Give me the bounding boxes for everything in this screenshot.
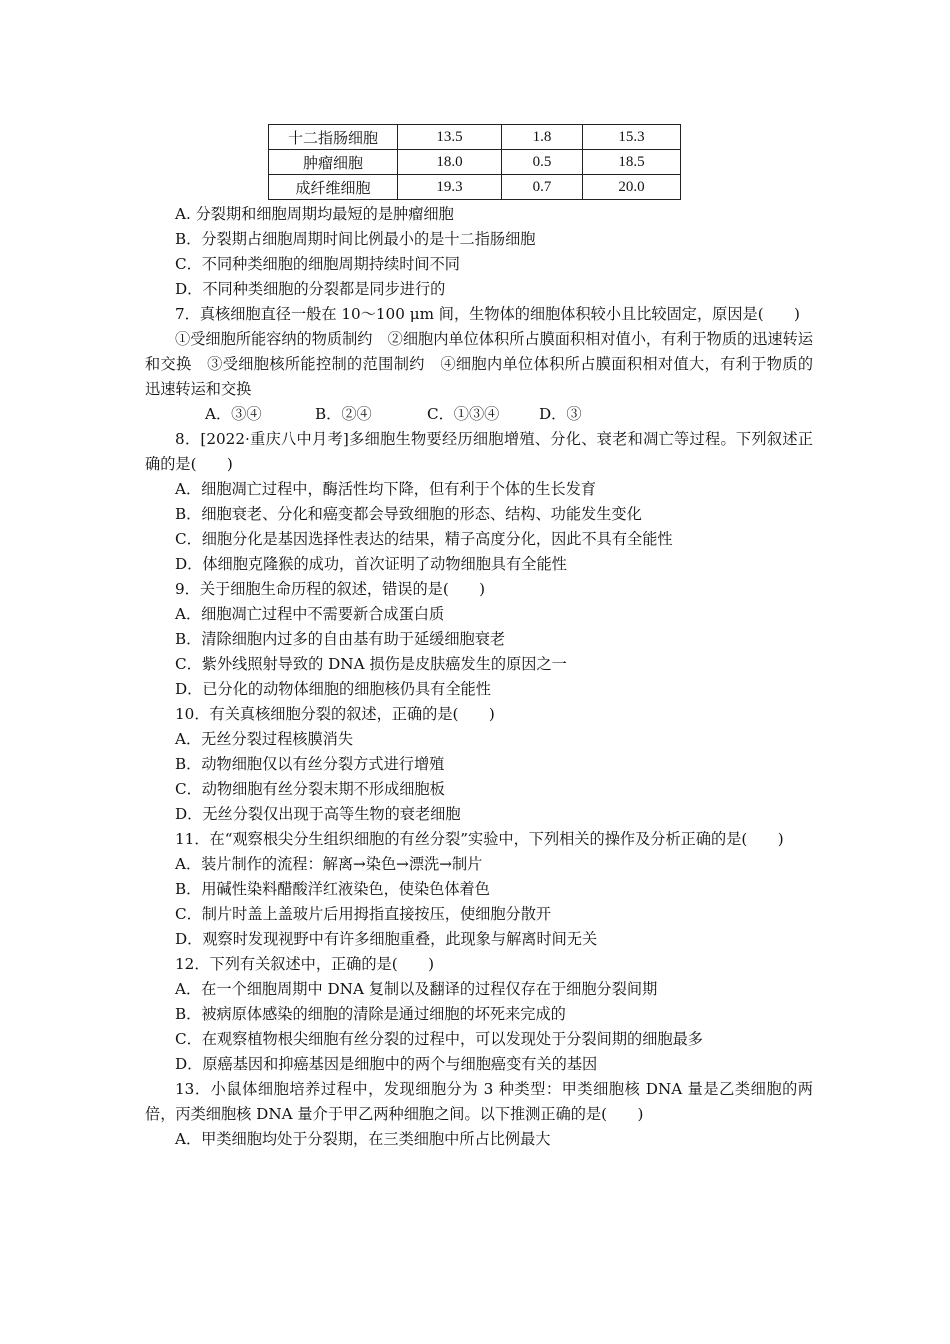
questions-body	[145, 202, 813, 1152]
table-cell: 0.7	[502, 175, 583, 200]
table-cell: 18.0	[398, 150, 502, 175]
q9-option-d: D．已分化的动物体细胞的细胞核仍具有全能性	[175, 680, 491, 698]
q11-option-a: A．装片制作的流程：解离→染色→漂洗→制片	[175, 855, 483, 873]
cell-cycle-table	[268, 124, 681, 200]
q13-stem: 13．小鼠体细胞培养过程中，发现细胞分为 3 种类型：甲类细胞核 DNA 量是乙类细胞的两倍，丙类细胞核 DNA 量介于甲乙两种细胞之间。以下推测正确的是( )	[145, 1080, 813, 1123]
table-cell: 20.0	[583, 175, 681, 200]
q12-option-d: D．原癌基因和抑癌基因是细胞中的两个与细胞癌变有关的基因	[175, 1055, 598, 1073]
q11-option-d: D．观察时发现视野中有许多细胞重叠，此现象与解离时间无关	[175, 930, 598, 948]
table-cell: 18.5	[583, 150, 681, 175]
table-cell: 1.8	[502, 125, 583, 150]
q9-option-b: B．清除细胞内过多的自由基有助于延缓细胞衰老	[175, 630, 506, 648]
q11-option-b: B．用碱性染料醋酸洋红液染色，使染色体着色	[175, 880, 490, 898]
q8-option-c: C．细胞分化是基因选择性表达的结果，精子高度分化，因此不具有全能性	[175, 530, 673, 548]
q7-statements: ①受细胞所能容纳的物质制约 ②细胞内单位体积所占膜面积相对值小，有利于物质的迅速转运和交换 ③受细胞核所能控制的范围制约 ④细胞内单位体积所占膜面积相对值大，有利于物质的迅速转运和交换	[145, 330, 813, 398]
q9-option-a: A．细胞凋亡过程中不需要新合成蛋白质	[175, 605, 445, 623]
table-cell: 15.3	[583, 125, 681, 150]
q9-stem: 9．关于细胞生命历程的叙述，错误的是( )	[175, 580, 486, 598]
table-row	[269, 125, 681, 150]
q8-option-b: B．细胞衰老、分化和癌变都会导致细胞的形态、结构、功能发生变化	[175, 505, 642, 523]
table-row	[269, 175, 681, 200]
q7-option-a: A．③④	[205, 405, 262, 423]
q12-option-c: C．在观察植物根尖细胞有丝分裂的过程中，可以发现处于分裂间期的细胞最多	[175, 1030, 703, 1048]
q8-stem: 8．[2022·重庆八中月考]多细胞生物要经历细胞增殖、分化、衰老和凋亡等过程。下列叙述正确的是( )	[145, 430, 813, 473]
q7-option-b: B．②④	[315, 405, 372, 423]
q8-option-d: D．体细胞克隆猴的成功，首次证明了动物细胞具有全能性	[175, 555, 567, 573]
table-cell: 13.5	[398, 125, 502, 150]
q11-option-c: C．制片时盖上盖玻片后用拇指直接按压，使细胞分散开	[175, 905, 552, 923]
table-cell: 肿瘤细胞	[269, 150, 398, 175]
q6-option-d: D．不同种类细胞的分裂都是同步进行的	[175, 280, 446, 298]
q7-options	[145, 402, 813, 427]
table-row	[269, 150, 681, 175]
q12-stem: 12．下列有关叙述中，正确的是( )	[175, 955, 434, 973]
q7-option-c: C．①③④	[427, 405, 500, 423]
q10-option-b: B．动物细胞仅以有丝分裂方式进行增殖	[175, 755, 445, 773]
q7-option-d: D．③	[539, 405, 582, 423]
q12-option-a: A．在一个细胞周期中 DNA 复制以及翻译的过程仅存在于细胞分裂间期	[175, 980, 658, 998]
table-cell: 成纤维细胞	[269, 175, 398, 200]
q10-option-a: A．无丝分裂过程核膜消失	[175, 730, 354, 748]
q6-option-b: B．分裂期占细胞周期时间比例最小的是十二指肠细胞	[175, 230, 536, 248]
q11-stem: 11．在“观察根尖分生组织细胞的有丝分裂”实验中，下列相关的操作及分析正确的是( )	[175, 830, 784, 848]
q6-option-a: A. 分裂期和细胞周期均最短的是肿瘤细胞	[175, 205, 454, 223]
q10-option-d: D．无丝分裂仅出现于高等生物的衰老细胞	[175, 805, 461, 823]
table-cell: 0.5	[502, 150, 583, 175]
q7-stem: 7．真核细胞直径一般在 10～100 μm 间，生物体的细胞体积较小且比较固定，原因是( )	[175, 305, 800, 323]
table-cell: 19.3	[398, 175, 502, 200]
q6-option-c: C．不同种类细胞的细胞周期持续时间不同	[175, 255, 460, 273]
q9-option-c: C．紫外线照射导致的 DNA 损伤是皮肤癌发生的原因之一	[175, 655, 567, 673]
table-cell: 十二指肠细胞	[269, 125, 398, 150]
q13-option-a: A．甲类细胞均处于分裂期，在三类细胞中所占比例最大	[175, 1130, 551, 1148]
q10-stem: 10．有关真核细胞分裂的叙述，正确的是( )	[175, 705, 495, 723]
q10-option-c: C．动物细胞有丝分裂末期不形成细胞板	[175, 780, 445, 798]
q12-option-b: B．被病原体感染的细胞的清除是通过细胞的坏死来完成的	[175, 1005, 566, 1023]
q8-option-a: A．细胞凋亡过程中，酶活性均下降，但有利于个体的生长发育	[175, 480, 597, 498]
